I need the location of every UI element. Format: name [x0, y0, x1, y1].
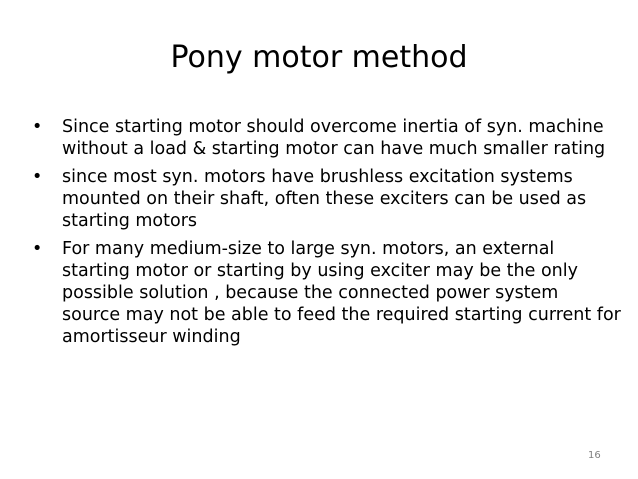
bullet-point-icon: •	[32, 117, 43, 137]
bullet-item	[32, 238, 622, 348]
bullet-list	[32, 116, 622, 348]
bullet-text: since most syn. motors have brushless excitation systems mounted on their shaft, often these exciters can be used as starting motors	[62, 167, 587, 231]
bullet-point-icon: •	[32, 239, 43, 259]
bullet-item	[32, 166, 622, 232]
bullet-point-icon: •	[32, 167, 43, 187]
page-number: 16	[588, 450, 601, 461]
bullet-item	[32, 116, 622, 160]
bullet-text: For many medium-size to large syn. motors, an external starting motor or starting by using exciter may be the only possible solution , because the connected power system source may not be able to feed the required starting current for amortisseur winding	[62, 239, 621, 347]
bullet-text: Since starting motor should overcome inertia of syn. machine without a load & starting motor can have much smaller rating	[62, 117, 606, 159]
slide-title: Pony motor method	[170, 40, 468, 75]
